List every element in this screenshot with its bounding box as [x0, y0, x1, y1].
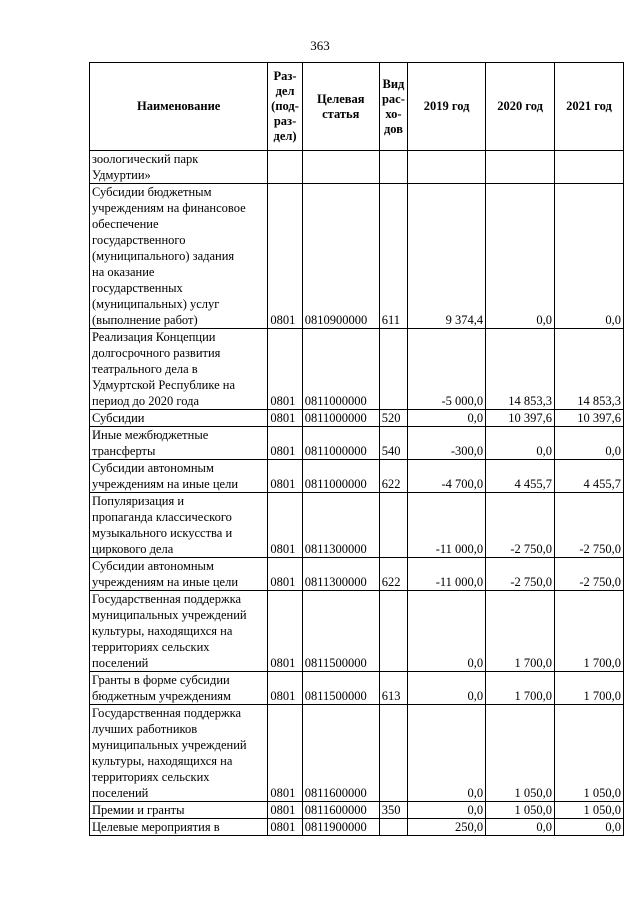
- cell-name: Государственная поддержка муниципальных учреждений культуры, находящихся на территориях сельских поселений: [90, 591, 268, 672]
- cell-razdel: 0801: [268, 493, 302, 558]
- cell-razdel: 0801: [268, 427, 302, 460]
- header-name: Наименование: [90, 63, 268, 151]
- cell-name: Гранты в форме субсидии бюджетным учреждениям: [90, 672, 268, 705]
- cell-y2019: -5 000,0: [408, 329, 486, 410]
- cell-name: Субсидии автономным учреждениям на иные цели: [90, 460, 268, 493]
- cell-celevaya: 0811000000: [302, 329, 379, 410]
- cell-razdel: 0801: [268, 410, 302, 427]
- table-row: [90, 558, 624, 591]
- cell-razdel: 0801: [268, 558, 302, 591]
- cell-y2019: 250,0: [408, 819, 486, 836]
- cell-y2021: 4 455,7: [555, 460, 624, 493]
- cell-vid: 613: [379, 672, 407, 705]
- cell-y2021: 14 853,3: [555, 329, 624, 410]
- cell-celevaya: 0810900000: [302, 184, 379, 329]
- cell-name: Популяризация и пропаганда классического музыкального искусства и циркового дела: [90, 493, 268, 558]
- cell-y2020: 0,0: [486, 819, 555, 836]
- cell-vid: 540: [379, 427, 407, 460]
- table-row: [90, 151, 624, 184]
- cell-y2020: 4 455,7: [486, 460, 555, 493]
- cell-y2021: 0,0: [555, 184, 624, 329]
- cell-y2020: 0,0: [486, 427, 555, 460]
- cell-razdel: 0801: [268, 802, 302, 819]
- cell-vid: [379, 705, 407, 802]
- cell-y2019: -300,0: [408, 427, 486, 460]
- cell-y2019: -11 000,0: [408, 558, 486, 591]
- cell-y2020: -2 750,0: [486, 493, 555, 558]
- cell-vid: 520: [379, 410, 407, 427]
- table-row: [90, 672, 624, 705]
- table-row: [90, 819, 624, 836]
- table-row: [90, 184, 624, 329]
- cell-vid: [379, 591, 407, 672]
- cell-y2019: 9 374,4: [408, 184, 486, 329]
- cell-y2021: 1 050,0: [555, 705, 624, 802]
- cell-vid: 350: [379, 802, 407, 819]
- cell-vid: 622: [379, 558, 407, 591]
- cell-vid: 622: [379, 460, 407, 493]
- cell-y2021: 0,0: [555, 819, 624, 836]
- table-row: [90, 329, 624, 410]
- cell-y2021: 1 700,0: [555, 591, 624, 672]
- cell-razdel: [268, 151, 302, 184]
- cell-y2019: [408, 151, 486, 184]
- cell-y2020: 14 853,3: [486, 329, 555, 410]
- cell-y2021: 1 700,0: [555, 672, 624, 705]
- cell-celevaya: [302, 151, 379, 184]
- cell-name: Субсидии автономным учреждениям на иные цели: [90, 558, 268, 591]
- header-2021: 2021 год: [555, 63, 624, 151]
- table-row: [90, 493, 624, 558]
- cell-celevaya: 0811300000: [302, 493, 379, 558]
- table-row: [90, 427, 624, 460]
- header-celevaya: Целевая статья: [302, 63, 379, 151]
- cell-celevaya: 0811000000: [302, 460, 379, 493]
- cell-razdel: 0801: [268, 591, 302, 672]
- cell-y2021: [555, 151, 624, 184]
- cell-y2021: 0,0: [555, 427, 624, 460]
- cell-y2021: -2 750,0: [555, 558, 624, 591]
- cell-name: Субсидии: [90, 410, 268, 427]
- cell-name: Государственная поддержка лучших работников муниципальных учреждений культуры, находящихся на территориях сельских поселений: [90, 705, 268, 802]
- cell-name: Субсидии бюджетным учреждениям на финансовое обеспечение государственного (муниципального) задания на оказание государственных (муниципальных) услуг (выполнение работ): [90, 184, 268, 329]
- cell-y2021: -2 750,0: [555, 493, 624, 558]
- header-2020: 2020 год: [486, 63, 555, 151]
- cell-celevaya: 0811300000: [302, 558, 379, 591]
- cell-razdel: 0801: [268, 329, 302, 410]
- cell-celevaya: 0811900000: [302, 819, 379, 836]
- cell-razdel: 0801: [268, 460, 302, 493]
- cell-y2021: 1 050,0: [555, 802, 624, 819]
- cell-celevaya: 0811500000: [302, 672, 379, 705]
- table-row: [90, 705, 624, 802]
- cell-y2019: 0,0: [408, 672, 486, 705]
- cell-name: Целевые мероприятия в: [90, 819, 268, 836]
- cell-razdel: 0801: [268, 184, 302, 329]
- cell-razdel: 0801: [268, 705, 302, 802]
- cell-vid: [379, 819, 407, 836]
- cell-celevaya: 0811600000: [302, 705, 379, 802]
- cell-y2020: [486, 151, 555, 184]
- cell-name: Премии и гранты: [90, 802, 268, 819]
- table-row: [90, 460, 624, 493]
- cell-y2020: 10 397,6: [486, 410, 555, 427]
- table-row: [90, 802, 624, 819]
- table-row: [90, 591, 624, 672]
- header-razdel: Раз- дел (под- раз- дел): [268, 63, 302, 151]
- budget-table: [89, 62, 624, 836]
- cell-razdel: 0801: [268, 819, 302, 836]
- cell-y2019: -4 700,0: [408, 460, 486, 493]
- cell-y2020: 1 700,0: [486, 591, 555, 672]
- cell-name: зоологический парк Удмуртии»: [90, 151, 268, 184]
- cell-y2020: 1 050,0: [486, 705, 555, 802]
- table-body: [90, 151, 624, 836]
- cell-y2019: 0,0: [408, 705, 486, 802]
- header-2019: 2019 год: [408, 63, 486, 151]
- cell-y2020: -2 750,0: [486, 558, 555, 591]
- cell-vid: [379, 151, 407, 184]
- cell-name: Реализация Концепции долгосрочного развития театрального дела в Удмуртской Республике на период до 2020 года: [90, 329, 268, 410]
- cell-y2019: 0,0: [408, 410, 486, 427]
- cell-vid: [379, 493, 407, 558]
- table-row: [90, 410, 624, 427]
- cell-vid: 611: [379, 184, 407, 329]
- cell-y2019: 0,0: [408, 802, 486, 819]
- cell-y2021: 10 397,6: [555, 410, 624, 427]
- cell-celevaya: 0811500000: [302, 591, 379, 672]
- page-number: 363: [310, 38, 330, 53]
- cell-vid: [379, 329, 407, 410]
- table-header-row: [90, 63, 624, 151]
- cell-y2020: 0,0: [486, 184, 555, 329]
- cell-celevaya: 0811000000: [302, 410, 379, 427]
- cell-y2019: -11 000,0: [408, 493, 486, 558]
- cell-y2020: 1 700,0: [486, 672, 555, 705]
- cell-celevaya: 0811600000: [302, 802, 379, 819]
- cell-celevaya: 0811000000: [302, 427, 379, 460]
- cell-name: Иные межбюджетные трансферты: [90, 427, 268, 460]
- cell-y2019: 0,0: [408, 591, 486, 672]
- header-vid: Вид рас- хо- дов: [379, 63, 407, 151]
- cell-razdel: 0801: [268, 672, 302, 705]
- cell-y2020: 1 050,0: [486, 802, 555, 819]
